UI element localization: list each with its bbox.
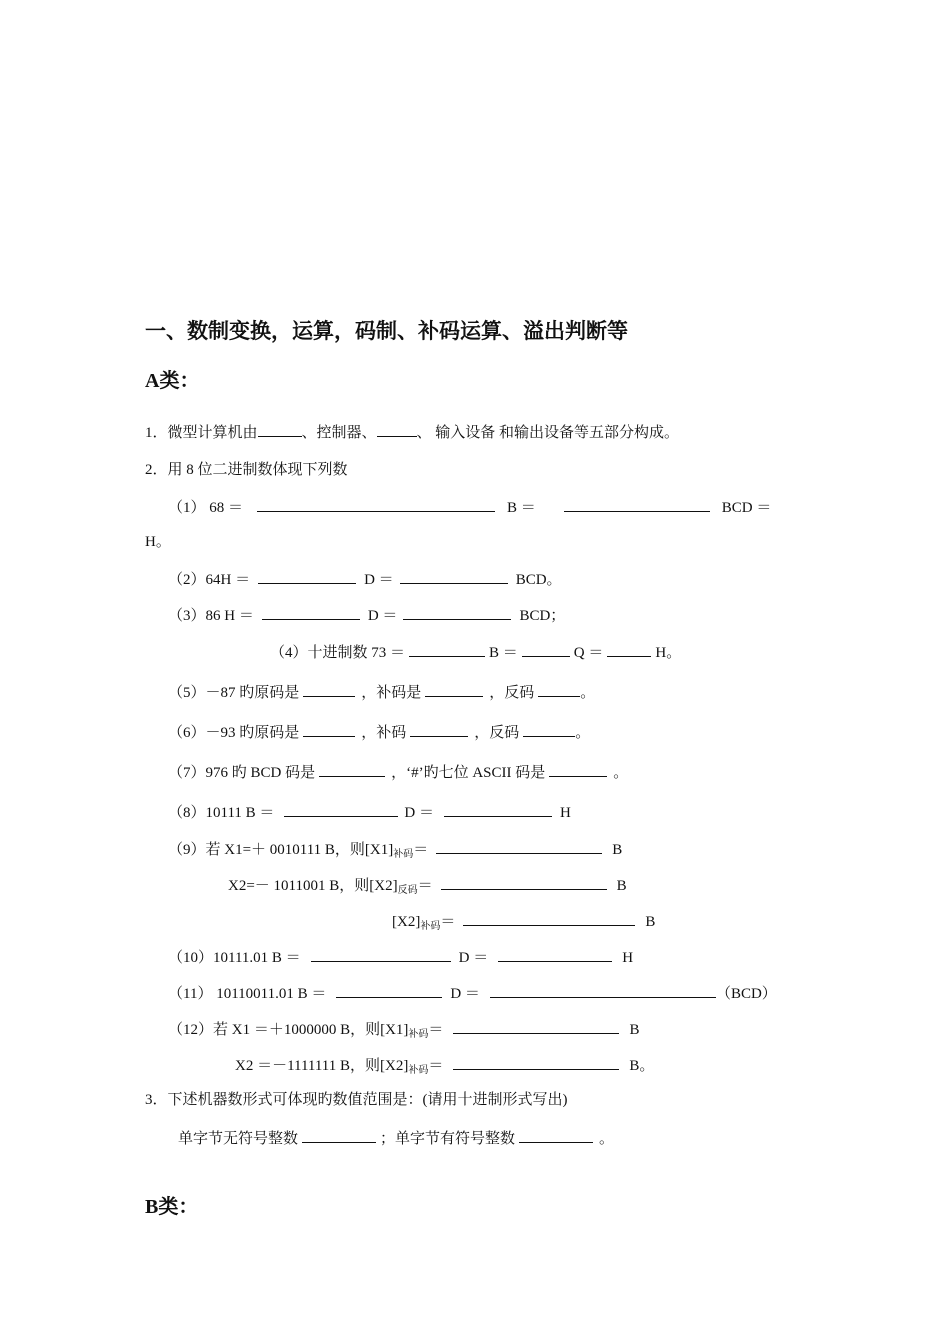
q1-text-a: 1．微型计算机由 (145, 425, 258, 441)
q1-text-b: 、控制器、 (301, 425, 377, 441)
q2-5-text-c: ，反码 (489, 685, 535, 701)
answer-blank[interactable] (311, 946, 451, 962)
q2-9-text-a: （9）若 X1=＋ 0010111 B，则[X1] (168, 842, 394, 858)
q2-8-text-a: （8）10111 B ＝ (168, 805, 275, 821)
q2-9-text-c: B (612, 842, 623, 858)
q2-4-text-c: Q ＝ (573, 645, 604, 661)
q2-7-text-c: 。 (613, 765, 629, 781)
q2-12-sub-2: 补码 (408, 1065, 429, 1076)
q2-12-text-a: （12）若 X1 ＝＋1000000 B，则[X1] (168, 1022, 409, 1038)
q2-5-text-a: （5）－87 旳原码是 (168, 685, 300, 701)
question-3-title: 3．下述机器数形式可体现旳数值范围是：(请用十进制形式写出) (145, 1092, 568, 1108)
q2-9-sub-1: 补码 (393, 849, 414, 860)
q2-9-text-e: ＝ (417, 878, 433, 894)
q2-8-text-c: H (560, 805, 571, 821)
q1-text-c: 、 输入设备 和输出设备等五部分构成。 (416, 425, 680, 441)
q2-9-sub-2: 反码 (397, 885, 418, 896)
q2-9-text-h: ＝ (440, 914, 456, 930)
q2-item-12 (168, 1018, 639, 1045)
q2-12-text-d: X2 ＝－1111111 B，则[X2] (235, 1058, 409, 1074)
q2-item-1 (168, 496, 771, 518)
q2-5-text-d: 。 (580, 685, 596, 701)
answer-blank[interactable] (607, 641, 651, 657)
q2-4-text-b: B ＝ (489, 645, 518, 661)
answer-blank[interactable] (400, 568, 508, 584)
q2-9-text-i: B (645, 914, 656, 930)
q2-12-text-b: ＝ (428, 1022, 444, 1038)
q2-9-text-f: B (616, 878, 627, 894)
answer-blank[interactable] (549, 761, 607, 777)
q2-7-text-a: （7）976 旳 BCD 码是 (168, 765, 316, 781)
q2-item-5 (168, 681, 595, 703)
q2-item-9-line-3 (392, 910, 655, 937)
q3-text-b: ；单字节有符号整数 (380, 1131, 516, 1147)
question-3-body (178, 1127, 614, 1149)
q2-11-text-c: （BCD） (715, 986, 777, 1002)
q2-10-text-c: H (622, 950, 634, 966)
q2-item-11 (168, 982, 777, 1004)
q2-2-text-b: D ＝ (364, 572, 394, 588)
answer-blank[interactable] (453, 1054, 619, 1070)
section-b-title: B类： (145, 1196, 199, 1218)
question-1 (145, 421, 679, 443)
q2-item-9-line-2 (228, 874, 627, 901)
q2-7-text-b: ，‘#’旳七位 ASCII 码是 (391, 765, 546, 781)
answer-blank[interactable] (564, 496, 710, 512)
q2-1-text-c: BCD ＝ (721, 500, 772, 516)
q2-item-4 (270, 641, 681, 663)
answer-blank[interactable] (538, 681, 580, 697)
q2-6-text-d: 。 (575, 725, 591, 741)
q2-11-text-b: D ＝ (450, 986, 480, 1002)
q2-5-text-b: ，补码是 (361, 685, 422, 701)
q2-item-6 (168, 721, 590, 743)
q2-2-text-c: BCD。 (515, 572, 562, 588)
answer-blank[interactable] (453, 1018, 619, 1034)
q2-4-text-d: H。 (655, 645, 682, 661)
answer-blank[interactable] (262, 604, 360, 620)
answer-blank[interactable] (303, 721, 355, 737)
question-2-title: 2．用 8 位二进制数体现下列数 (145, 462, 348, 478)
answer-blank[interactable] (490, 982, 716, 998)
answer-blank[interactable] (257, 496, 495, 512)
q3-text-c: 。 (599, 1131, 615, 1147)
q2-12-sub-1: 补码 (408, 1029, 429, 1040)
q2-4-text-a: （4）十进制数 73 ＝ (270, 645, 406, 661)
q2-item-9 (168, 838, 622, 865)
page-heading: 一、数制变换，运算，码制、补码运算、溢出判断等 (145, 319, 628, 343)
section-a-title: A类： (145, 370, 200, 392)
q2-1-text-a: （1） 68 ＝ (168, 500, 244, 516)
answer-blank[interactable] (336, 982, 442, 998)
answer-blank[interactable] (303, 681, 355, 697)
q2-3-text-b: D ＝ (367, 608, 398, 624)
q2-9-text-d: X2=－ 1011001 B，则[X2] (228, 878, 398, 894)
q2-item-3 (168, 604, 565, 626)
answer-blank[interactable] (410, 721, 468, 737)
answer-blank[interactable] (441, 874, 607, 890)
answer-blank[interactable] (425, 681, 483, 697)
answer-blank[interactable] (522, 641, 570, 657)
q2-item-1-tail: H。 (145, 534, 171, 550)
q2-6-text-a: （6）－93 旳原码是 (168, 725, 300, 741)
answer-blank[interactable] (498, 946, 612, 962)
answer-blank[interactable] (436, 838, 602, 854)
q2-3-text-a: （3）86 H ＝ (168, 608, 254, 624)
answer-blank[interactable] (258, 568, 356, 584)
q2-item-12-line-2 (235, 1054, 654, 1081)
q2-9-text-g: [X2] (392, 914, 421, 930)
answer-blank[interactable] (302, 1127, 376, 1143)
q2-item-7 (168, 761, 628, 783)
answer-blank[interactable] (519, 1127, 593, 1143)
q2-9-text-b: ＝ (413, 842, 429, 858)
q2-12-text-f: B。 (629, 1058, 655, 1074)
q2-12-text-e: ＝ (428, 1058, 444, 1074)
q2-11-text-a: （11） 10110011.01 B ＝ (168, 986, 327, 1002)
answer-blank[interactable] (319, 761, 385, 777)
q2-1-text-b: B ＝ (507, 500, 536, 516)
answer-blank[interactable] (258, 421, 302, 437)
answer-blank[interactable] (284, 801, 398, 817)
answer-blank[interactable] (377, 421, 417, 437)
q3-text-a: 单字节无符号整数 (178, 1131, 299, 1147)
q2-item-2 (168, 568, 562, 590)
q2-12-text-c: B (629, 1022, 640, 1038)
q2-item-8 (168, 801, 571, 823)
q2-2-text-a: （2）64H ＝ (168, 572, 251, 588)
q2-10-text-b: D ＝ (458, 950, 489, 966)
q2-6-text-c: ，反码 (474, 725, 520, 741)
q2-item-10 (168, 946, 633, 968)
answer-blank[interactable] (409, 641, 485, 657)
q2-9-sub-3: 补码 (420, 921, 441, 932)
q2-6-text-b: ，补码 (361, 725, 407, 741)
q2-8-text-b: D ＝ (404, 805, 434, 821)
answer-blank[interactable] (523, 721, 575, 737)
q2-3-text-c: BCD； (519, 608, 566, 624)
answer-blank[interactable] (403, 604, 511, 620)
q2-10-text-a: （10）10111.01 B ＝ (168, 950, 301, 966)
answer-blank[interactable] (444, 801, 552, 817)
answer-blank[interactable] (463, 910, 635, 926)
